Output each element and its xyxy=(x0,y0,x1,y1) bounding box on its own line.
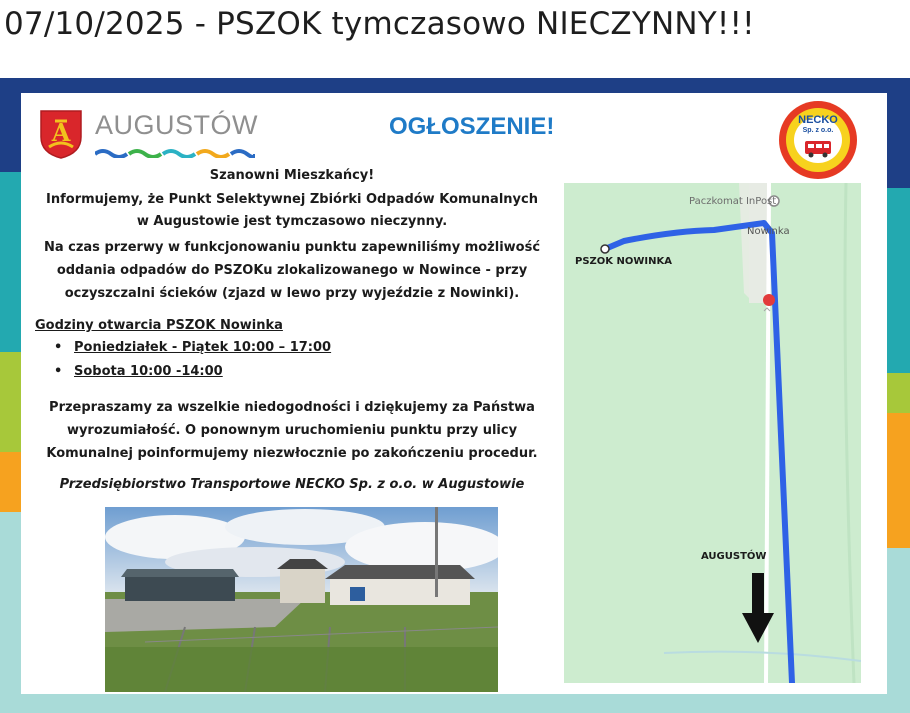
notice-line: Informujemy, że Punkt Selektywnej Zbiórki Odpadów Komunalnych xyxy=(46,192,538,207)
hours-item: • Poniedziałek - Piątek 10:00 – 17:00 xyxy=(54,340,331,364)
map-destination-label: PSZOK NOWINKA xyxy=(575,256,672,267)
apology-line: wyrozumiałość. O ponownym uruchomieniu punktu przy ulicy xyxy=(66,423,518,438)
hours-item: • Sobota 10:00 -14:00 xyxy=(54,364,331,388)
announcement-heading: OGŁOSZENIE! xyxy=(389,113,555,140)
apology-line: Przepraszamy za wszelkie niedogodności i dziękujemy za Państwa xyxy=(49,400,535,415)
city-logo-text: AUGUSTÓW xyxy=(95,110,258,140)
bus-icon xyxy=(803,137,833,159)
city-logo-waves-icon xyxy=(95,146,255,158)
notice-greeting: Szanowni Mieszkańcy! xyxy=(209,168,375,183)
notice-line: oddania odpadów do PSZOKu zlokalizowanego w Nowince - przy xyxy=(56,263,528,278)
hours-list xyxy=(54,340,331,388)
company-signature: Przedsiębiorstwo Transportowe NECKO Sp. z o.o. w Augustowie xyxy=(59,477,525,492)
augustow-crest-icon xyxy=(39,109,83,159)
notice-line: Na czas przerwy w funkcjonowaniu punktu zapewniliśmy możliwość xyxy=(43,240,541,255)
necko-badge-name: NECKO xyxy=(798,114,838,126)
notice-line: oczyszczalni ścieków (zjazd w lewo przy wyjeździe z Nowinki). xyxy=(64,286,520,301)
page-title: 07/10/2025 - PSZOK tymczasowo NIECZYNNY!!! xyxy=(4,6,755,42)
map-direction-label: AUGUSTÓW xyxy=(701,551,767,562)
map-poi-label: Paczkomat InPost xyxy=(689,196,777,207)
apology-line: Komunalnej poinformujemy niezwłocznie po zakończeniu procedur. xyxy=(46,446,538,461)
svg-text:A: A xyxy=(51,118,71,147)
hours-title: Godziny otwarcia PSZOK Nowinka xyxy=(35,318,283,333)
map-village-label: Nowinka xyxy=(747,226,790,237)
necko-badge-sub: Sp. z o.o. xyxy=(802,127,834,134)
necko-badge xyxy=(779,101,857,179)
route-map[interactable] xyxy=(564,183,861,683)
facility-photo xyxy=(105,507,498,692)
notice-line: w Augustowie jest tymczasowo nieczynny. xyxy=(136,214,448,229)
